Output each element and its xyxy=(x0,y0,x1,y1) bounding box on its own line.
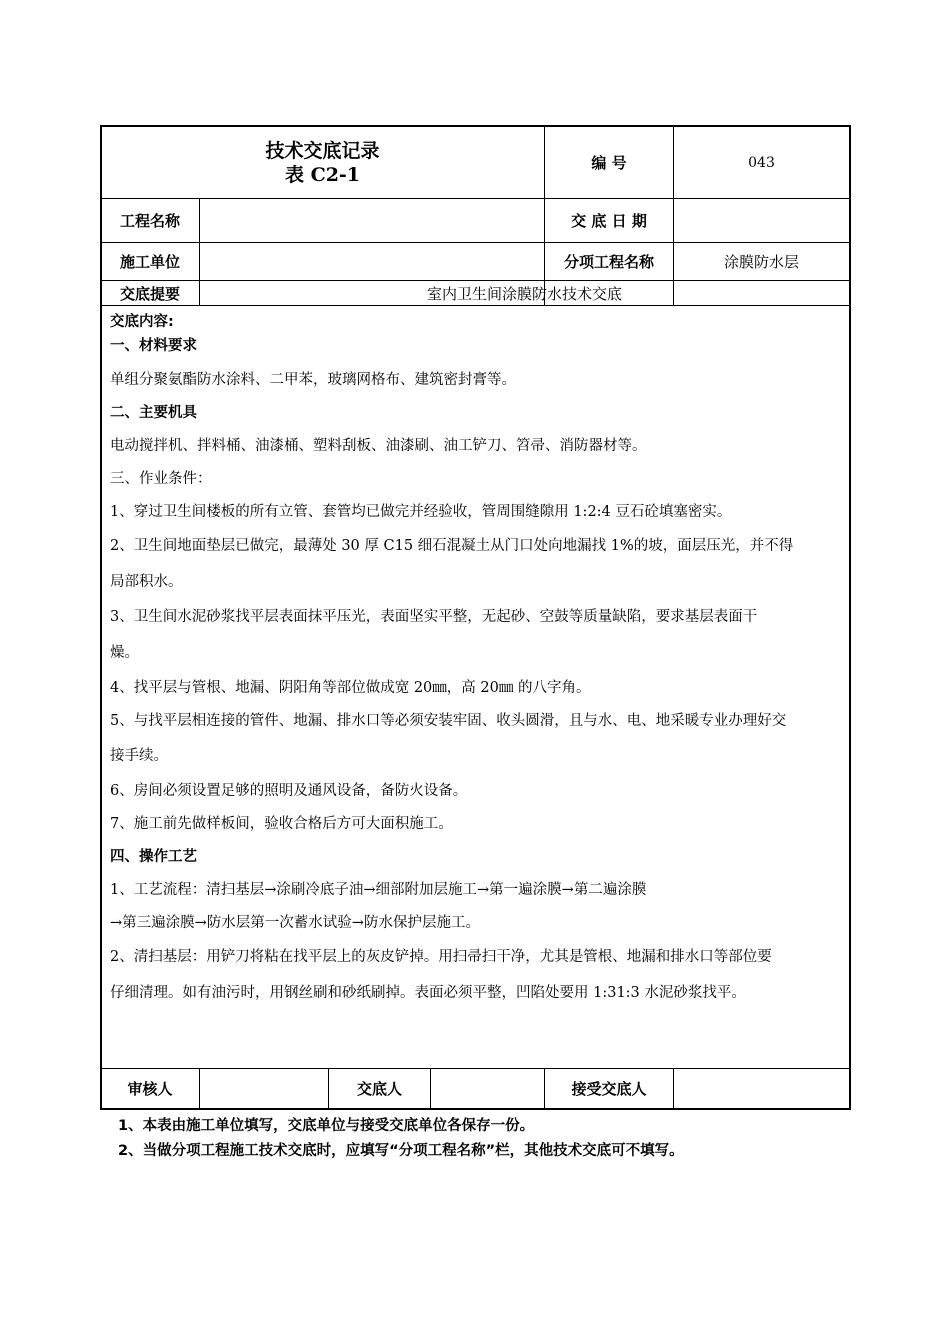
table-border-right xyxy=(849,125,851,1110)
content-line: 3、卫生间水泥砂浆找平层表面抹平压光，表面坚实平整，无起砂、空鼓等质量缺陷，要求基层表面干 xyxy=(110,609,758,625)
content-line: 4、找平层与管根、地漏、阴阳角等部位做成宽 20㎜，高 20㎜ 的八字角。 xyxy=(110,680,591,696)
content-line: 局部积水。 xyxy=(110,574,183,590)
rule xyxy=(101,305,850,306)
form-title xyxy=(101,127,544,198)
summary-value: 室内卫生间涂膜防水技术交底 xyxy=(426,284,622,303)
content-line: 1、工艺流程：清扫基层→涂刷冷底子油→细部附加层施工→第一遍涂膜→第二遍涂膜 xyxy=(110,882,647,898)
content-line: 一、材料要求 xyxy=(110,338,197,354)
footnote: 1、本表由施工单位填写，交底单位与接受交底单位各保存一份。 xyxy=(118,1118,535,1134)
unit-value[interactable] xyxy=(200,243,544,280)
unit-label: 施工单位 xyxy=(119,253,180,271)
receiver-value[interactable] xyxy=(674,1069,849,1108)
sub-project-label: 分项工程名称 xyxy=(563,253,654,271)
content-line: 2、卫生间地面垫层已做完，最薄处 30 厚 C15 细石混凝土从门口处向地漏找 1%的坡，面层压光，并不得 xyxy=(110,538,794,554)
content-line: 二、主要机具 xyxy=(110,405,197,421)
footnote: 2、当做分项工程施工技术交底时，应填写“分项工程名称”栏，其他技术交底可不填写。 xyxy=(118,1143,684,1159)
content-line: 7、施工前先做样板间，验收合格后方可大面积施工。 xyxy=(110,816,453,832)
summary-label: 交底提要 xyxy=(119,284,180,303)
reviewer-label: 审核人 xyxy=(127,1080,173,1098)
content-line: 6、房间必须设置足够的照明及通风设备，备防火设备。 xyxy=(110,783,468,799)
content-line: 接手续。 xyxy=(110,748,168,764)
content-line: 1、穿过卫生间楼板的所有立管、套管均已做完并经验收，管周围缝隙用 1:2:4 豆石砼填塞密实。 xyxy=(110,504,732,520)
project-name-label: 工程名称 xyxy=(119,212,180,230)
discloser-value[interactable] xyxy=(431,1069,544,1108)
sub-project-value: 涂膜防水层 xyxy=(723,253,799,271)
project-name-value[interactable] xyxy=(200,199,544,242)
content-line: 5、与找平层相连接的管件、地漏、排水口等必须安装牢固、收头圆滑，且与水、电、地采暖专业办理好交 xyxy=(110,713,787,729)
content-line: →第三遍涂膜→防水层第一次蓄水试验→防水保护层施工。 xyxy=(110,915,480,931)
receiver-label: 接受交底人 xyxy=(571,1080,647,1098)
number-label: 编 号 xyxy=(591,154,627,172)
reviewer-value[interactable] xyxy=(200,1069,328,1108)
content-line: 仔细清理。如有油污时，用钢丝刷和砂纸刷掉。表面必须平整，凹陷处要用 1:31:3 水泥砂浆找平。 xyxy=(110,985,746,1001)
content-line: 电动搅拌机、拌料桶、油漆桶、塑料刮板、油漆刷、油工铲刀、笤帚、消防器材等。 xyxy=(110,438,647,454)
date-value[interactable] xyxy=(674,199,849,242)
table-border-bottom xyxy=(100,1108,851,1110)
content-line: 2、清扫基层：用铲刀将粘在找平层上的灰皮铲掉。用扫帚扫干净，尤其是管根、地漏和排水口等部位要 xyxy=(110,949,772,965)
form-title-line2: 表 C2-1 xyxy=(284,163,361,186)
content-line: 单组分聚氨酯防水涂料、二甲苯，玻璃网格布、建筑密封膏等。 xyxy=(110,372,516,388)
date-label: 交 底 日 期 xyxy=(571,212,647,230)
number-value: 043 xyxy=(748,154,775,171)
form-title-line1: 技术交底记录 xyxy=(265,139,380,162)
content-line: 三、作业条件： xyxy=(110,471,212,487)
content-heading: 交底内容: xyxy=(110,314,174,330)
content-line: 四、操作工艺 xyxy=(110,849,197,865)
discloser-label: 交底人 xyxy=(356,1080,402,1098)
content-line: 燥。 xyxy=(110,645,139,661)
